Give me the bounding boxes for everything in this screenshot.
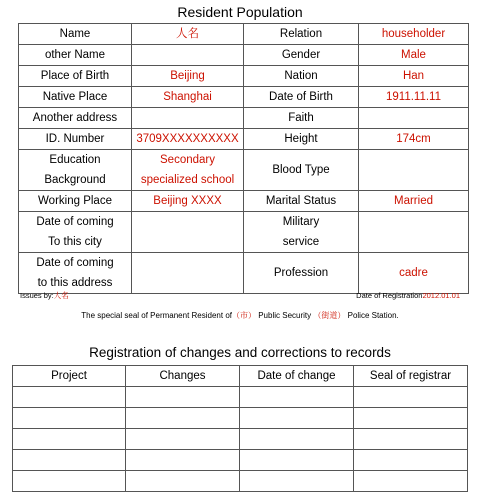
page-title: Resident Population [177, 4, 303, 20]
changes-cell [13, 408, 126, 429]
blood-type-label: Blood Type [244, 150, 359, 191]
changes-empty-row [13, 408, 468, 429]
changes-empty-row [13, 387, 468, 408]
changes-cell [354, 387, 468, 408]
cell-value [132, 45, 244, 66]
header-changes: Changes [126, 366, 240, 387]
date-coming-address-value [132, 253, 244, 294]
cell-label: Relation [244, 24, 359, 45]
cell-value: 1911.11.11 [359, 87, 469, 108]
table-row [19, 87, 469, 108]
working-place-value: Beijing XXXX [132, 191, 244, 212]
header-date-of-change: Date of change [240, 366, 354, 387]
cell-value: Han [359, 66, 469, 87]
education-value: Secondary specialized school [132, 150, 244, 191]
changes-cell [126, 450, 240, 471]
changes-header-row [13, 366, 468, 387]
changes-empty-row [13, 471, 468, 492]
changes-empty-row [13, 429, 468, 450]
changes-cell [126, 408, 240, 429]
cell-value: 3709XXXXXXXXXX [132, 129, 244, 150]
header-seal-of-registrar: Seal of registrar [354, 366, 468, 387]
table-row [19, 253, 469, 294]
issues-by: Issues by:人名 [20, 291, 69, 300]
cell-label: Nation [244, 66, 359, 87]
education-label: Education Background [19, 150, 132, 191]
profession-label: Profession [244, 253, 359, 294]
date-coming-city-value [132, 212, 244, 253]
date-coming-city-label: Date of coming To this city [19, 212, 132, 253]
changes-cell [126, 471, 240, 492]
table-row [19, 24, 469, 45]
changes-empty-row [13, 450, 468, 471]
date-of-registration: Date of Registration2012.01.01 [356, 291, 460, 300]
changes-table [12, 365, 468, 492]
military-value [359, 212, 469, 253]
table-row [19, 66, 469, 87]
changes-cell [13, 429, 126, 450]
cell-label: Name [19, 24, 132, 45]
cell-value: Beijing [132, 66, 244, 87]
cell-label: other Name [19, 45, 132, 66]
cell-value: Shanghai [132, 87, 244, 108]
cell-value: Male [359, 45, 469, 66]
table-row [19, 45, 469, 66]
cell-label: Height [244, 129, 359, 150]
changes-cell [240, 387, 354, 408]
changes-cell [126, 429, 240, 450]
changes-cell [13, 387, 126, 408]
table-row [19, 108, 469, 129]
changes-cell [240, 450, 354, 471]
cell-value: 人名 [132, 24, 244, 45]
cell-label: ID. Number [19, 129, 132, 150]
changes-cell [13, 450, 126, 471]
military-label: Military service [244, 212, 359, 253]
cell-value [359, 108, 469, 129]
cell-value: householder [359, 24, 469, 45]
table-row [19, 150, 469, 191]
cell-value: 174cm [359, 129, 469, 150]
changes-cell [240, 471, 354, 492]
cell-label: Date of Birth [244, 87, 359, 108]
profession-value: cadre [359, 253, 469, 294]
table-row [19, 191, 469, 212]
cell-label: Gender [244, 45, 359, 66]
marital-status-label: Marital Status [244, 191, 359, 212]
cell-label: Native Place [19, 87, 132, 108]
cell-label: Another address [19, 108, 132, 129]
table-row [19, 212, 469, 253]
changes-cell [354, 471, 468, 492]
changes-cell [240, 408, 354, 429]
changes-title: Registration of changes and corrections to records [89, 345, 391, 360]
changes-cell [13, 471, 126, 492]
changes-cell [354, 408, 468, 429]
changes-cell [126, 387, 240, 408]
seal-text: The special seal of Permanent Resident of（市） Public Security （街道） Police Station. [81, 311, 399, 320]
changes-cell [240, 429, 354, 450]
header-project: Project [13, 366, 126, 387]
table-row [19, 129, 469, 150]
resident-table [18, 23, 469, 294]
changes-cell [354, 429, 468, 450]
cell-label: Faith [244, 108, 359, 129]
date-coming-address-label: Date of coming to this address [19, 253, 132, 294]
blood-type-value [359, 150, 469, 191]
cell-value [132, 108, 244, 129]
marital-status-value: Married [359, 191, 469, 212]
working-place-label: Working Place [19, 191, 132, 212]
cell-label: Place of Birth [19, 66, 132, 87]
changes-cell [354, 450, 468, 471]
